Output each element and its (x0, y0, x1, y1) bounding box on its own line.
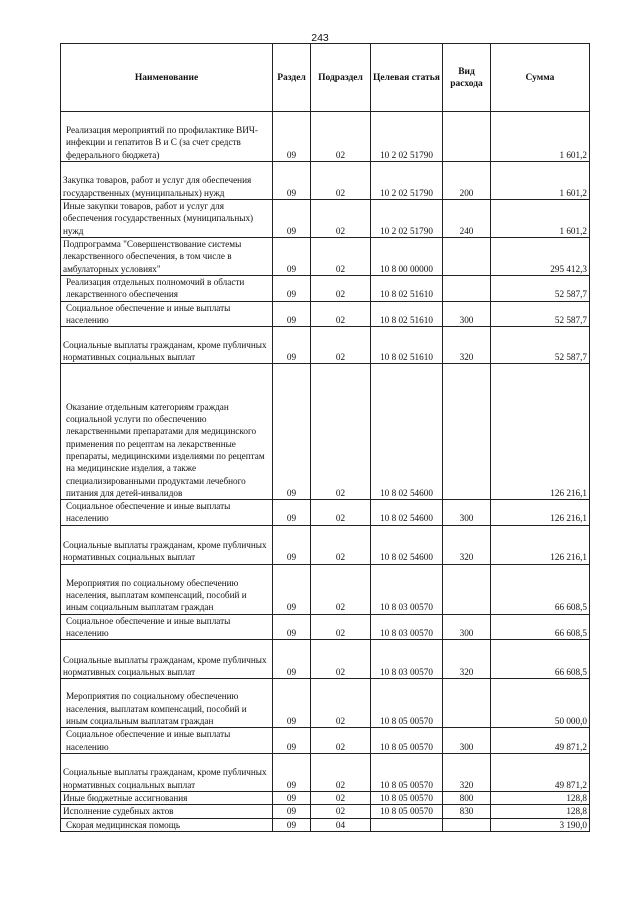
row-sum: 52 587,7 (491, 327, 590, 364)
row-subsection: 02 (311, 327, 371, 364)
table-row (61, 564, 590, 614)
row-sum: 49 871,2 (491, 728, 590, 754)
row-section: 09 (273, 276, 311, 302)
row-target: 10 8 02 51610 (371, 327, 443, 364)
row-sum: 128,8 (491, 791, 590, 804)
row-name: Социальное обеспечение и иные выплаты населению (61, 301, 273, 327)
row-target: 10 2 02 51790 (371, 112, 443, 162)
table-row (61, 500, 590, 526)
table-row (61, 525, 590, 564)
row-target: 10 8 02 54600 (371, 364, 443, 500)
table-row (61, 301, 590, 327)
row-section: 09 (273, 327, 311, 364)
header-name: Наименование (61, 44, 273, 112)
table-row (61, 162, 590, 200)
row-name: Иные бюджетные ассигнования (61, 791, 273, 804)
row-section: 09 (273, 640, 311, 679)
table-row (61, 805, 590, 818)
row-type: 800 (443, 791, 491, 804)
row-subsection: 02 (311, 525, 371, 564)
row-type (443, 112, 491, 162)
row-subsection: 02 (311, 791, 371, 804)
row-type (443, 276, 491, 302)
row-section: 09 (273, 238, 311, 276)
row-target: 10 8 03 00570 (371, 640, 443, 679)
row-sum: 1 601,2 (491, 200, 590, 238)
table-row (61, 238, 590, 276)
row-subsection: 02 (311, 614, 371, 640)
row-name: Социальные выплаты гражданам, кроме публичных нормативных социальных выплат (61, 640, 273, 679)
table-row (61, 818, 590, 831)
row-target: 10 2 02 51790 (371, 200, 443, 238)
row-name: Социальное обеспечение и иные выплаты населению (61, 614, 273, 640)
row-section: 09 (273, 818, 311, 831)
row-name: Мероприятия по социальному обеспечению населения, выплатам компенсаций, пособий и иным социальным выплатам граждан (61, 679, 273, 728)
row-target: 10 8 03 00570 (371, 614, 443, 640)
row-target: 10 8 05 00570 (371, 805, 443, 818)
row-sum: 1 601,2 (491, 112, 590, 162)
row-target: 10 2 02 51790 (371, 162, 443, 200)
table-row (61, 614, 590, 640)
row-type (443, 679, 491, 728)
table-row (61, 791, 590, 804)
row-section: 09 (273, 162, 311, 200)
row-target: 10 8 02 54600 (371, 525, 443, 564)
row-target: 10 8 02 51610 (371, 301, 443, 327)
row-section: 09 (273, 200, 311, 238)
row-sum: 126 216,1 (491, 364, 590, 500)
row-name: Скорая медицинская помощь (61, 818, 273, 831)
row-target: 10 8 05 00570 (371, 791, 443, 804)
row-type: 830 (443, 805, 491, 818)
header-sum: Сумма (491, 44, 590, 112)
row-name: Социальные выплаты гражданам, кроме публичных нормативных социальных выплат (61, 327, 273, 364)
table-row (61, 364, 590, 500)
header-type: Вид расхода (443, 44, 491, 112)
row-section: 09 (273, 500, 311, 526)
row-section: 09 (273, 525, 311, 564)
row-type: 300 (443, 728, 491, 754)
table-row (61, 327, 590, 364)
row-name: Социальные выплаты гражданам, кроме публичных нормативных социальных выплат (61, 525, 273, 564)
row-section: 09 (273, 805, 311, 818)
row-sum: 3 190,0 (491, 818, 590, 831)
row-target: 10 8 05 00570 (371, 728, 443, 754)
row-subsection: 02 (311, 728, 371, 754)
table-row (61, 679, 590, 728)
row-name: Социальное обеспечение и иные выплаты населению (61, 500, 273, 526)
row-name: Социальные выплаты гражданам, кроме публичных нормативных социальных выплат (61, 753, 273, 791)
row-sum: 295 412,3 (491, 238, 590, 276)
row-target: 10 8 02 54600 (371, 500, 443, 526)
budget-table (60, 43, 590, 832)
row-name: Оказание отдельным категориям граждан социальной услуги по обеспечению лекарственными препаратами для медицинского применения по рецептам на лекарственные препараты, медицинскими изделиями по рецептам на медицинские изделия, а также специализированными продуктами лечебного питания для детей-инвалидов (61, 364, 273, 500)
table-row (61, 112, 590, 162)
row-type: 320 (443, 327, 491, 364)
row-sum: 1 601,2 (491, 162, 590, 200)
row-name: Мероприятия по социальному обеспечению населения, выплатам компенсаций, пособий и иным социальным выплатам граждан (61, 564, 273, 614)
table-row (61, 276, 590, 302)
row-name: Закупка товаров, работ и услуг для обеспечения государственных (муниципальных) нужд (61, 162, 273, 200)
row-subsection: 02 (311, 564, 371, 614)
row-subsection: 02 (311, 679, 371, 728)
row-type (443, 238, 491, 276)
row-type: 240 (443, 200, 491, 238)
row-target: 10 8 00 00000 (371, 238, 443, 276)
row-sum: 66 608,5 (491, 614, 590, 640)
row-sum: 126 216,1 (491, 500, 590, 526)
row-sum: 66 608,5 (491, 564, 590, 614)
table-row (61, 200, 590, 238)
row-subsection: 02 (311, 112, 371, 162)
row-sum: 49 871,2 (491, 753, 590, 791)
row-name: Подпрограмма "Совершенствование системы лекарственного обеспечения, в том числе в амбулаторных условиях" (61, 238, 273, 276)
row-type: 320 (443, 525, 491, 564)
row-subsection: 02 (311, 640, 371, 679)
row-type: 200 (443, 162, 491, 200)
row-sum: 126 216,1 (491, 525, 590, 564)
header-target: Целевая статья (371, 44, 443, 112)
row-name: Социальное обеспечение и иные выплаты населению (61, 728, 273, 754)
row-target: 10 8 02 51610 (371, 276, 443, 302)
table-header-row (61, 44, 590, 112)
row-type: 300 (443, 301, 491, 327)
row-type: 300 (443, 500, 491, 526)
row-sum: 52 587,7 (491, 276, 590, 302)
row-subsection: 02 (311, 500, 371, 526)
row-name: Иные закупки товаров, работ и услуг для обеспечения государственных (муниципальных) нужд (61, 200, 273, 238)
row-type (443, 364, 491, 500)
row-subsection: 02 (311, 805, 371, 818)
row-subsection: 02 (311, 200, 371, 238)
row-target: 10 8 03 00570 (371, 564, 443, 614)
table-row (61, 753, 590, 791)
row-section: 09 (273, 753, 311, 791)
row-section: 09 (273, 364, 311, 500)
row-subsection: 02 (311, 238, 371, 276)
row-section: 09 (273, 301, 311, 327)
row-section: 09 (273, 564, 311, 614)
row-sum: 66 608,5 (491, 640, 590, 679)
row-subsection: 02 (311, 364, 371, 500)
row-name: Реализация мероприятий по профилактике ВИЧ-инфекции и гепатитов В и С (за счет средств федерального бюджета) (61, 112, 273, 162)
row-target (371, 818, 443, 831)
row-section: 09 (273, 728, 311, 754)
row-type: 320 (443, 640, 491, 679)
row-subsection: 02 (311, 276, 371, 302)
row-sum: 50 000,0 (491, 679, 590, 728)
row-type: 300 (443, 614, 491, 640)
row-section: 09 (273, 791, 311, 804)
row-name: Исполнение судебных актов (61, 805, 273, 818)
row-target: 10 8 05 00570 (371, 679, 443, 728)
row-type: 320 (443, 753, 491, 791)
row-subsection: 02 (311, 162, 371, 200)
row-section: 09 (273, 614, 311, 640)
page-number: 243 (311, 32, 329, 44)
row-subsection: 04 (311, 818, 371, 831)
row-subsection: 02 (311, 301, 371, 327)
row-section: 09 (273, 679, 311, 728)
row-type (443, 564, 491, 614)
row-type (443, 818, 491, 831)
row-section: 09 (273, 112, 311, 162)
table-body (61, 112, 590, 832)
row-name: Реализация отдельных полномочий в области лекарственного обеспечения (61, 276, 273, 302)
row-target: 10 8 05 00570 (371, 753, 443, 791)
row-sum: 128,8 (491, 805, 590, 818)
row-subsection: 02 (311, 753, 371, 791)
header-section: Раздел (273, 44, 311, 112)
header-subsection: Подраздел (311, 44, 371, 112)
table-row (61, 640, 590, 679)
table-row (61, 728, 590, 754)
row-sum: 52 587,7 (491, 301, 590, 327)
